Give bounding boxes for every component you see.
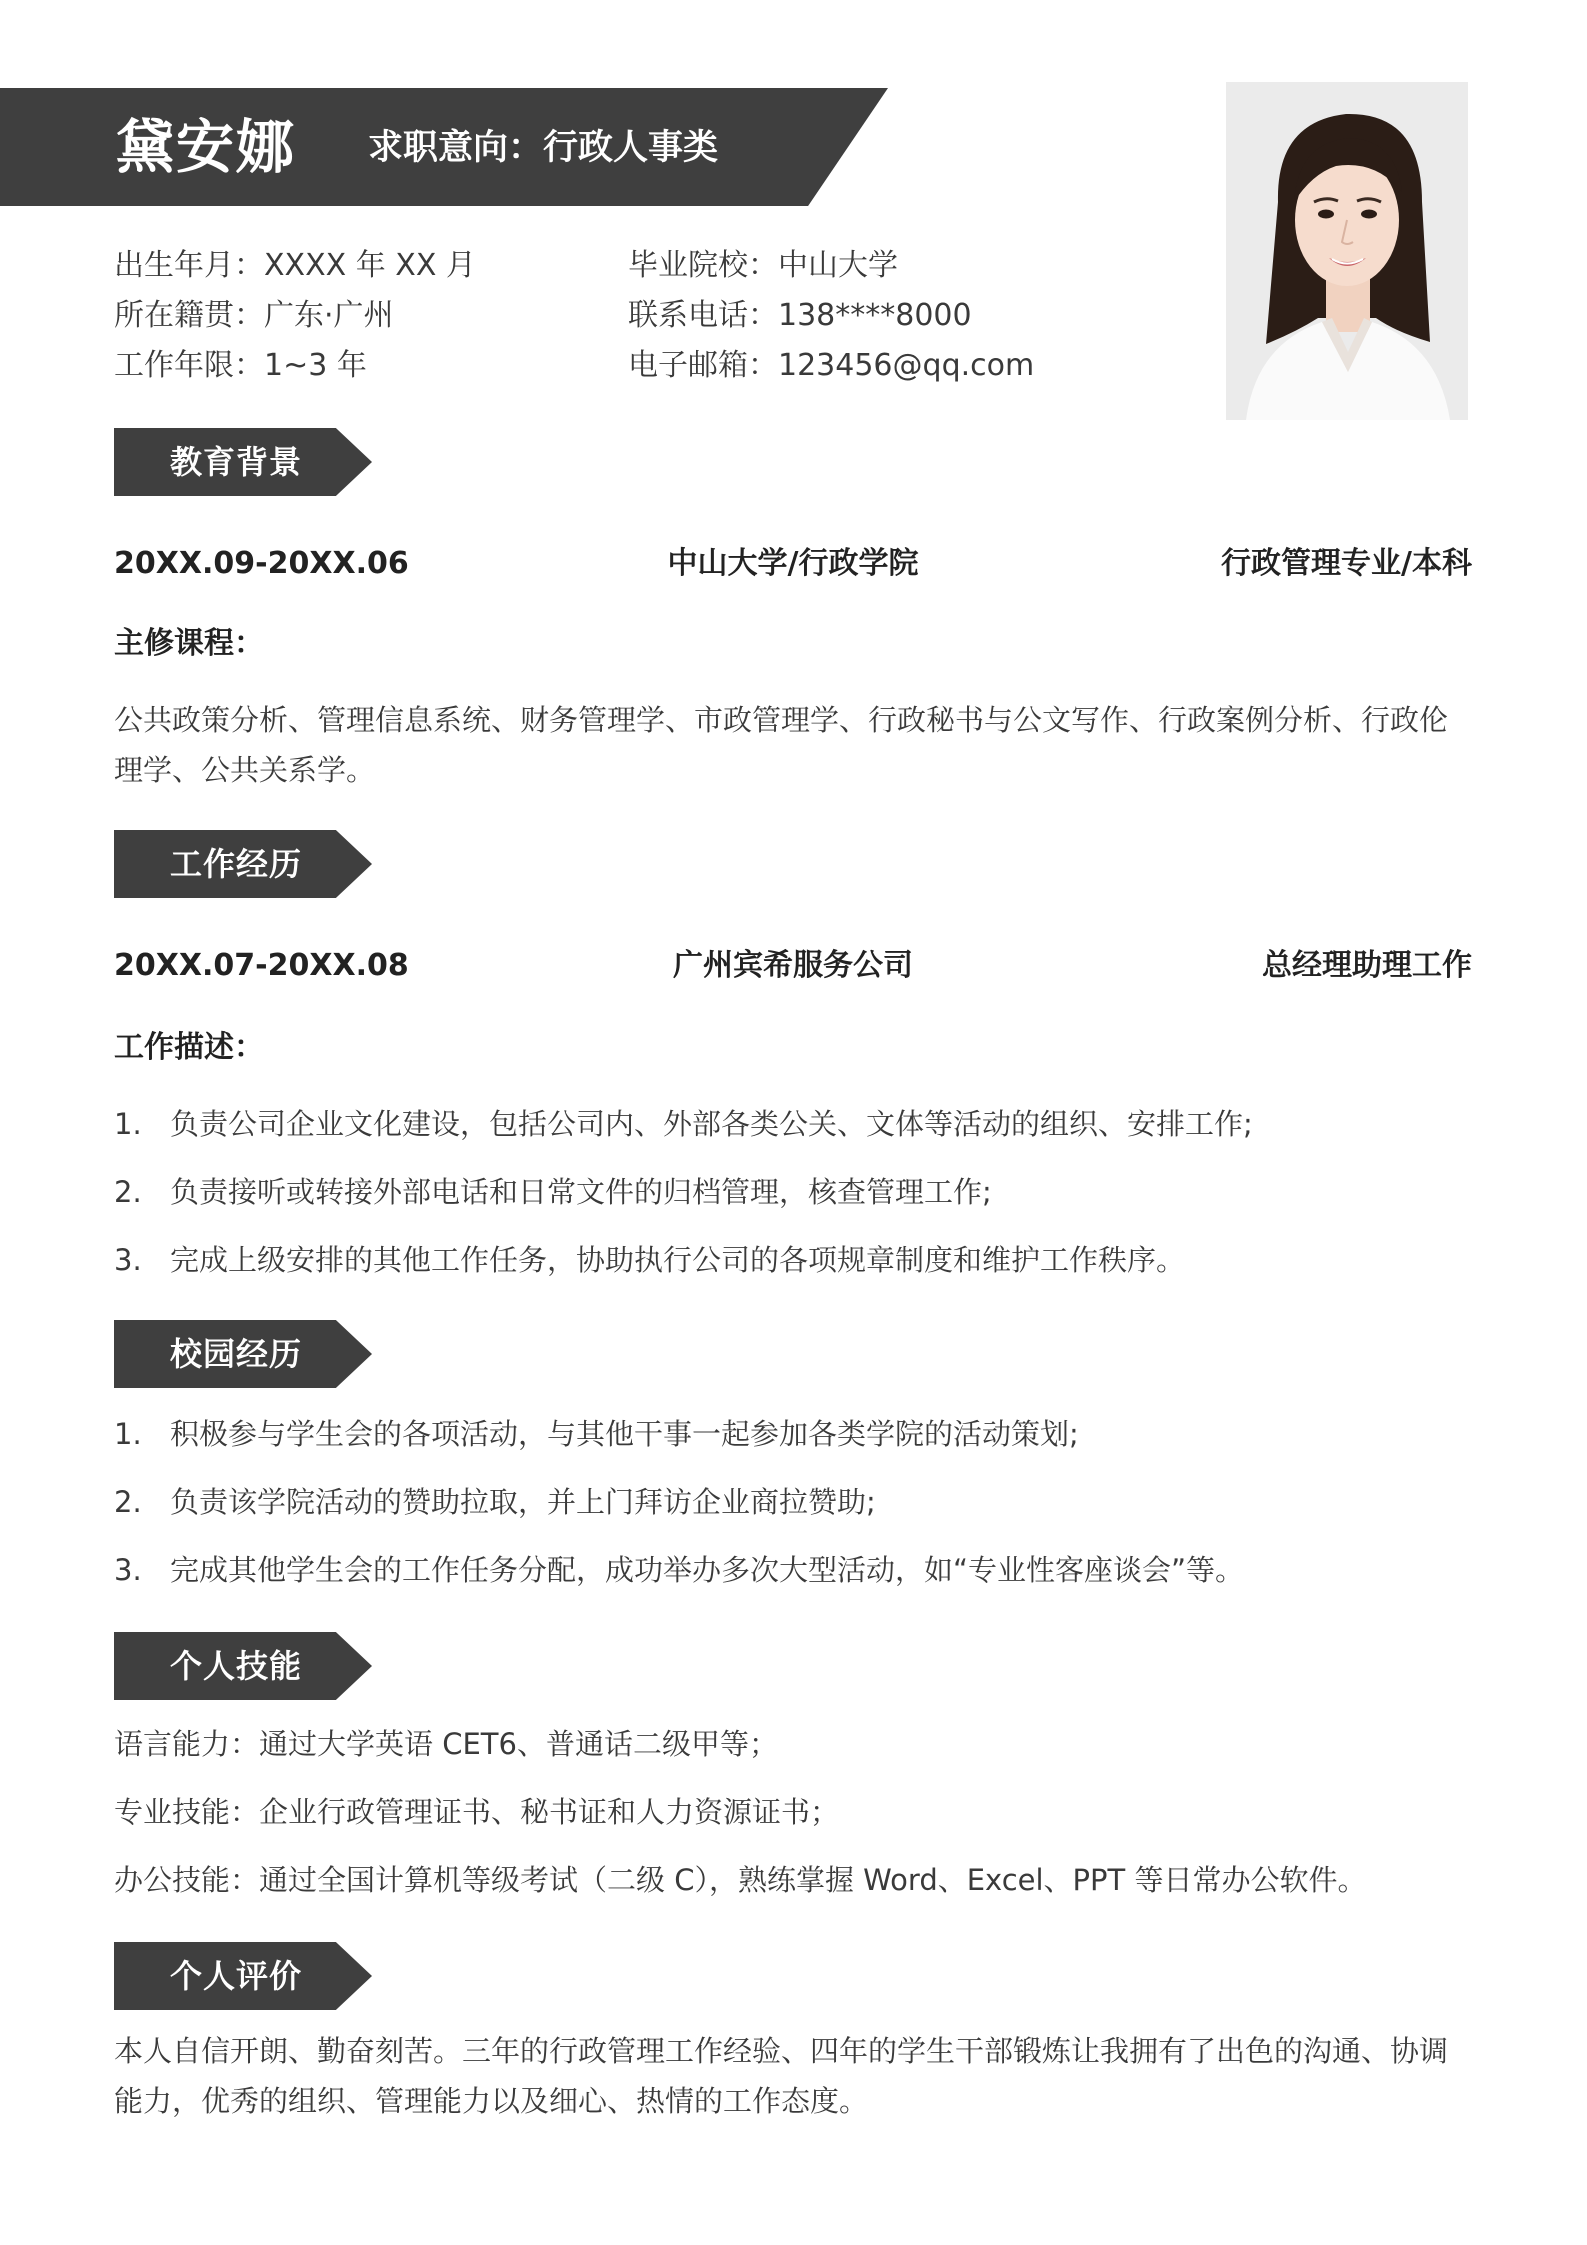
evaluation-text bbox=[114, 2026, 1474, 2126]
work-position: 总经理助理工作 bbox=[1262, 948, 1472, 983]
courses-line-1: 公共政策分析、管理信息系统、财务管理学、市政管理学、行政秘书与公文写作、行政案例分析、行政伦 bbox=[114, 703, 1449, 737]
list-item: 2. 负责接听或转接外部电话和日常文件的归档管理，核查管理工作; bbox=[114, 1175, 992, 1209]
courses-text bbox=[114, 695, 1474, 795]
work-desc-list bbox=[114, 1090, 1474, 1294]
list-item: 1. 负责公司企业文化建设，包括公司内、外部各类公关、文体等活动的组织、安排工作; bbox=[114, 1107, 1253, 1141]
phone-number: 联系电话：138****8000 bbox=[628, 298, 972, 333]
email-address: 电子邮箱：123456@qq.com bbox=[628, 348, 1035, 383]
basic-info-right bbox=[628, 241, 1034, 391]
work-title: 工作经历 bbox=[170, 845, 303, 883]
education-title: 教育背景 bbox=[170, 443, 303, 481]
evaluation-line-1: 本人自信开朗、勤奋刻苦。三年的行政管理工作经验、四年的学生干部锻炼让我拥有了出色的沟通、协调 bbox=[114, 2034, 1449, 2068]
courses-line-2: 理学、公共关系学。 bbox=[114, 753, 376, 787]
skill-office: 办公技能：通过全国计算机等级考试（二级 C），熟练掌握 Word、Excel、PPT 等日常办公软件。 bbox=[114, 1863, 1367, 1897]
campus-title: 校园经历 bbox=[170, 1335, 303, 1373]
work-period: 20XX.07-20XX.08 bbox=[114, 948, 409, 983]
campus-list bbox=[114, 1400, 1474, 1604]
job-intent: 求职意向：行政人事类 bbox=[368, 128, 719, 168]
evaluation-title: 个人评价 bbox=[170, 1957, 303, 1995]
list-item: 1. 积极参与学生会的各项活动，与其他干事一起参加各类学院的活动策划; bbox=[114, 1417, 1079, 1451]
candidate-name: 黛安娜 bbox=[116, 113, 297, 181]
graduate-school: 毕业院校：中山大学 bbox=[628, 248, 898, 283]
hometown: 所在籍贯：广东·广州 bbox=[114, 298, 394, 333]
list-item: 2. 负责该学院活动的赞助拉取，并上门拜访企业商拉赞助; bbox=[114, 1485, 876, 1519]
skills-title: 个人技能 bbox=[170, 1647, 303, 1685]
skills-list bbox=[114, 1710, 1474, 1914]
education-period: 20XX.09-20XX.06 bbox=[114, 546, 409, 581]
birth-date: 出生年月：XXXX 年 XX 月 bbox=[114, 248, 476, 283]
skill-professional: 专业技能：企业行政管理证书、秘书证和人力资源证书； bbox=[114, 1795, 840, 1829]
evaluation-line-2: 能力，优秀的组织、管理能力以及细心、热情的工作态度。 bbox=[114, 2084, 869, 2118]
list-item: 3. 完成上级安排的其他工作任务，协助执行公司的各项规章制度和维护工作秩序。 bbox=[114, 1243, 1186, 1277]
basic-info-left bbox=[114, 241, 476, 391]
work-company: 广州宾希服务公司 bbox=[673, 948, 913, 983]
education-school: 中山大学/行政学院 bbox=[667, 546, 919, 581]
work-years: 工作年限：1~3 年 bbox=[114, 348, 367, 383]
education-major: 行政管理专业/本科 bbox=[1221, 546, 1472, 581]
work-desc-label: 工作描述： bbox=[114, 1030, 264, 1065]
courses-label: 主修课程： bbox=[114, 626, 264, 661]
profile-photo bbox=[1226, 82, 1468, 420]
skill-language: 语言能力：通过大学英语 CET6、普通话二级甲等； bbox=[114, 1727, 778, 1761]
list-item: 3. 完成其他学生会的工作任务分配，成功举办多次大型活动，如“专业性客座谈会”等。 bbox=[114, 1553, 1245, 1587]
